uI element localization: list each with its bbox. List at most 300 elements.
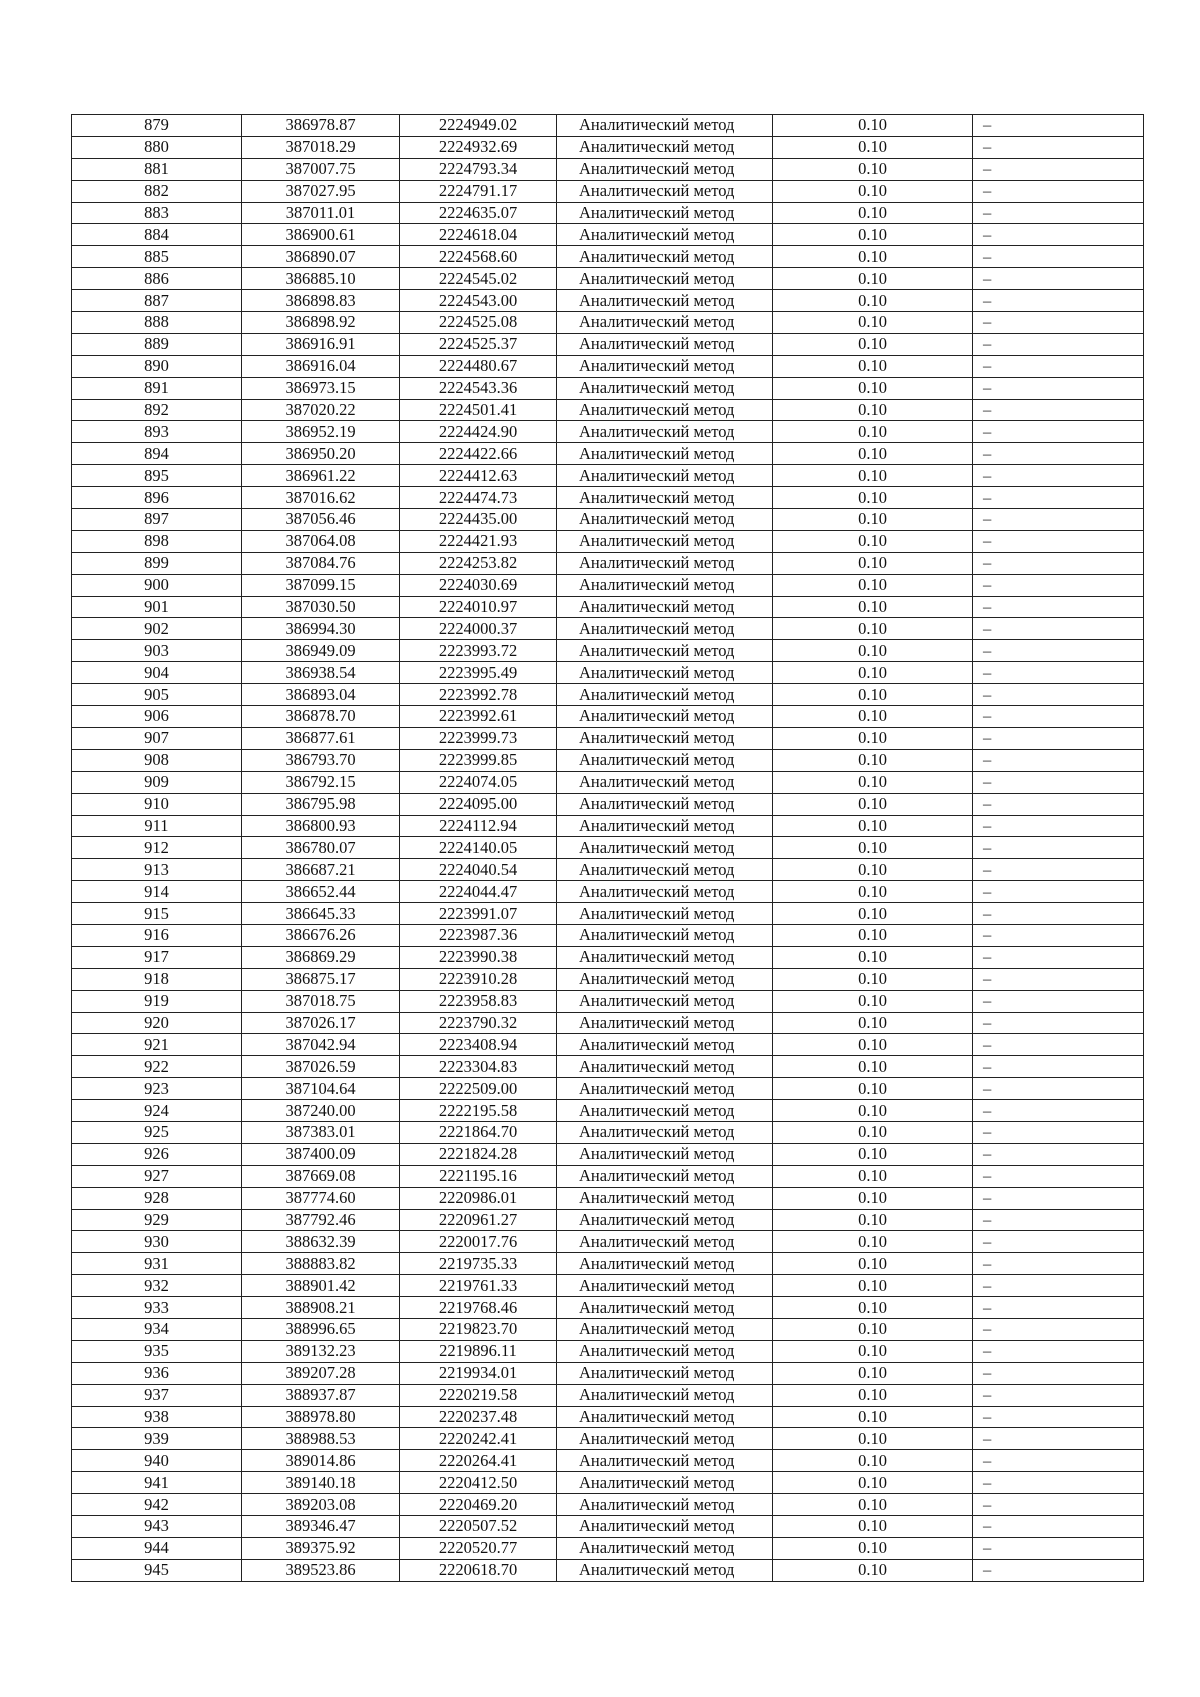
accuracy-cell: 0.10 bbox=[773, 312, 973, 334]
y-coordinate-cell: 2224030.69 bbox=[400, 574, 557, 596]
y-coordinate-cell: 2224412.63 bbox=[400, 465, 557, 487]
y-coordinate-cell: 2223992.61 bbox=[400, 706, 557, 728]
table-row bbox=[72, 1472, 1144, 1494]
table-row bbox=[72, 246, 1144, 268]
x-coordinate-cell: 388908.21 bbox=[242, 1297, 400, 1319]
table-row bbox=[72, 443, 1144, 465]
accuracy-cell: 0.10 bbox=[773, 596, 973, 618]
method-cell: Аналитический метод bbox=[557, 727, 773, 749]
accuracy-cell: 0.10 bbox=[773, 1012, 973, 1034]
y-coordinate-cell: 2220017.76 bbox=[400, 1231, 557, 1253]
method-cell: Аналитический метод bbox=[557, 1143, 773, 1165]
x-coordinate-cell: 389140.18 bbox=[242, 1472, 400, 1494]
accuracy-cell: 0.10 bbox=[773, 1340, 973, 1362]
accuracy-cell: 0.10 bbox=[773, 793, 973, 815]
x-coordinate-cell: 388901.42 bbox=[242, 1275, 400, 1297]
accuracy-cell: 0.10 bbox=[773, 1537, 973, 1559]
point-number-cell: 943 bbox=[72, 1516, 242, 1538]
note-cell: – bbox=[973, 421, 1144, 443]
table-row bbox=[72, 946, 1144, 968]
point-number-cell: 914 bbox=[72, 881, 242, 903]
y-coordinate-cell: 2219934.01 bbox=[400, 1362, 557, 1384]
accuracy-cell: 0.10 bbox=[773, 136, 973, 158]
x-coordinate-cell: 386916.04 bbox=[242, 355, 400, 377]
method-cell: Аналитический метод bbox=[557, 1537, 773, 1559]
x-coordinate-cell: 387056.46 bbox=[242, 509, 400, 531]
table-row bbox=[72, 333, 1144, 355]
table-row bbox=[72, 1559, 1144, 1581]
x-coordinate-cell: 388883.82 bbox=[242, 1253, 400, 1275]
note-cell: – bbox=[973, 924, 1144, 946]
y-coordinate-cell: 2223999.85 bbox=[400, 749, 557, 771]
method-cell: Аналитический метод bbox=[557, 1078, 773, 1100]
method-cell: Аналитический метод bbox=[557, 1165, 773, 1187]
table-row bbox=[72, 618, 1144, 640]
table-row bbox=[72, 1362, 1144, 1384]
note-cell: – bbox=[973, 1362, 1144, 1384]
method-cell: Аналитический метод bbox=[557, 136, 773, 158]
note-cell: – bbox=[973, 1406, 1144, 1428]
point-number-cell: 938 bbox=[72, 1406, 242, 1428]
point-number-cell: 940 bbox=[72, 1450, 242, 1472]
note-cell: – bbox=[973, 837, 1144, 859]
note-cell: – bbox=[973, 180, 1144, 202]
note-cell: – bbox=[973, 1121, 1144, 1143]
method-cell: Аналитический метод bbox=[557, 268, 773, 290]
point-number-cell: 900 bbox=[72, 574, 242, 596]
coordinates-table-body bbox=[72, 115, 1144, 1582]
table-row bbox=[72, 596, 1144, 618]
y-coordinate-cell: 2223987.36 bbox=[400, 924, 557, 946]
x-coordinate-cell: 386898.92 bbox=[242, 312, 400, 334]
method-cell: Аналитический метод bbox=[557, 1253, 773, 1275]
point-number-cell: 886 bbox=[72, 268, 242, 290]
y-coordinate-cell: 2224932.69 bbox=[400, 136, 557, 158]
point-number-cell: 930 bbox=[72, 1231, 242, 1253]
method-cell: Аналитический метод bbox=[557, 180, 773, 202]
accuracy-cell: 0.10 bbox=[773, 224, 973, 246]
x-coordinate-cell: 387669.08 bbox=[242, 1165, 400, 1187]
accuracy-cell: 0.10 bbox=[773, 1450, 973, 1472]
x-coordinate-cell: 386652.44 bbox=[242, 881, 400, 903]
x-coordinate-cell: 389346.47 bbox=[242, 1516, 400, 1538]
point-number-cell: 913 bbox=[72, 859, 242, 881]
note-cell: – bbox=[973, 946, 1144, 968]
note-cell: – bbox=[973, 290, 1144, 312]
x-coordinate-cell: 387027.95 bbox=[242, 180, 400, 202]
x-coordinate-cell: 388996.65 bbox=[242, 1318, 400, 1340]
note-cell: – bbox=[973, 990, 1144, 1012]
accuracy-cell: 0.10 bbox=[773, 509, 973, 531]
note-cell: – bbox=[973, 596, 1144, 618]
accuracy-cell: 0.10 bbox=[773, 1297, 973, 1319]
point-number-cell: 888 bbox=[72, 312, 242, 334]
note-cell: – bbox=[973, 443, 1144, 465]
y-coordinate-cell: 2224543.00 bbox=[400, 290, 557, 312]
point-number-cell: 892 bbox=[72, 399, 242, 421]
point-number-cell: 907 bbox=[72, 727, 242, 749]
method-cell: Аналитический метод bbox=[557, 662, 773, 684]
note-cell: – bbox=[973, 377, 1144, 399]
table-row bbox=[72, 202, 1144, 224]
x-coordinate-cell: 387240.00 bbox=[242, 1100, 400, 1122]
table-row bbox=[72, 1537, 1144, 1559]
y-coordinate-cell: 2224525.08 bbox=[400, 312, 557, 334]
point-number-cell: 895 bbox=[72, 465, 242, 487]
note-cell: – bbox=[973, 136, 1144, 158]
point-number-cell: 935 bbox=[72, 1340, 242, 1362]
table-row bbox=[72, 1231, 1144, 1253]
table-row bbox=[72, 924, 1144, 946]
y-coordinate-cell: 2224422.66 bbox=[400, 443, 557, 465]
point-number-cell: 939 bbox=[72, 1428, 242, 1450]
point-number-cell: 925 bbox=[72, 1121, 242, 1143]
note-cell: – bbox=[973, 224, 1144, 246]
method-cell: Аналитический метод bbox=[557, 1318, 773, 1340]
accuracy-cell: 0.10 bbox=[773, 1516, 973, 1538]
method-cell: Аналитический метод bbox=[557, 290, 773, 312]
note-cell: – bbox=[973, 684, 1144, 706]
table-row bbox=[72, 1100, 1144, 1122]
x-coordinate-cell: 386950.20 bbox=[242, 443, 400, 465]
note-cell: – bbox=[973, 662, 1144, 684]
table-row bbox=[72, 706, 1144, 728]
point-number-cell: 896 bbox=[72, 487, 242, 509]
x-coordinate-cell: 386687.21 bbox=[242, 859, 400, 881]
point-number-cell: 915 bbox=[72, 903, 242, 925]
y-coordinate-cell: 2224791.17 bbox=[400, 180, 557, 202]
accuracy-cell: 0.10 bbox=[773, 202, 973, 224]
table-row bbox=[72, 1165, 1144, 1187]
note-cell: – bbox=[973, 1100, 1144, 1122]
method-cell: Аналитический метод bbox=[557, 1516, 773, 1538]
method-cell: Аналитический метод bbox=[557, 859, 773, 881]
accuracy-cell: 0.10 bbox=[773, 1187, 973, 1209]
note-cell: – bbox=[973, 1516, 1144, 1538]
point-number-cell: 916 bbox=[72, 924, 242, 946]
y-coordinate-cell: 2220618.70 bbox=[400, 1559, 557, 1581]
x-coordinate-cell: 387026.59 bbox=[242, 1056, 400, 1078]
y-coordinate-cell: 2224140.05 bbox=[400, 837, 557, 859]
note-cell: – bbox=[973, 487, 1144, 509]
y-coordinate-cell: 2224074.05 bbox=[400, 771, 557, 793]
point-number-cell: 941 bbox=[72, 1472, 242, 1494]
method-cell: Аналитический метод bbox=[557, 399, 773, 421]
table-row bbox=[72, 903, 1144, 925]
method-cell: Аналитический метод bbox=[557, 574, 773, 596]
y-coordinate-cell: 2224474.73 bbox=[400, 487, 557, 509]
x-coordinate-cell: 386800.93 bbox=[242, 815, 400, 837]
method-cell: Аналитический метод bbox=[557, 1056, 773, 1078]
accuracy-cell: 0.10 bbox=[773, 465, 973, 487]
method-cell: Аналитический метод bbox=[557, 990, 773, 1012]
method-cell: Аналитический метод bbox=[557, 377, 773, 399]
table-row bbox=[72, 881, 1144, 903]
point-number-cell: 937 bbox=[72, 1384, 242, 1406]
note-cell: – bbox=[973, 1428, 1144, 1450]
method-cell: Аналитический метод bbox=[557, 1428, 773, 1450]
note-cell: – bbox=[973, 1472, 1144, 1494]
table-row bbox=[72, 1143, 1144, 1165]
method-cell: Аналитический метод bbox=[557, 202, 773, 224]
method-cell: Аналитический метод bbox=[557, 509, 773, 531]
x-coordinate-cell: 388937.87 bbox=[242, 1384, 400, 1406]
note-cell: – bbox=[973, 1253, 1144, 1275]
table-row bbox=[72, 224, 1144, 246]
note-cell: – bbox=[973, 1297, 1144, 1319]
y-coordinate-cell: 2224543.36 bbox=[400, 377, 557, 399]
y-coordinate-cell: 2224793.34 bbox=[400, 158, 557, 180]
point-number-cell: 904 bbox=[72, 662, 242, 684]
accuracy-cell: 0.10 bbox=[773, 1078, 973, 1100]
y-coordinate-cell: 2219896.11 bbox=[400, 1340, 557, 1362]
note-cell: – bbox=[973, 333, 1144, 355]
accuracy-cell: 0.10 bbox=[773, 727, 973, 749]
note-cell: – bbox=[973, 1143, 1144, 1165]
x-coordinate-cell: 386978.87 bbox=[242, 115, 400, 137]
point-number-cell: 923 bbox=[72, 1078, 242, 1100]
method-cell: Аналитический метод bbox=[557, 684, 773, 706]
note-cell: – bbox=[973, 706, 1144, 728]
y-coordinate-cell: 2223790.32 bbox=[400, 1012, 557, 1034]
accuracy-cell: 0.10 bbox=[773, 946, 973, 968]
point-number-cell: 890 bbox=[72, 355, 242, 377]
y-coordinate-cell: 2224501.41 bbox=[400, 399, 557, 421]
x-coordinate-cell: 386645.33 bbox=[242, 903, 400, 925]
x-coordinate-cell: 389207.28 bbox=[242, 1362, 400, 1384]
note-cell: – bbox=[973, 1494, 1144, 1516]
method-cell: Аналитический метод bbox=[557, 793, 773, 815]
note-cell: – bbox=[973, 246, 1144, 268]
accuracy-cell: 0.10 bbox=[773, 1165, 973, 1187]
x-coordinate-cell: 386938.54 bbox=[242, 662, 400, 684]
accuracy-cell: 0.10 bbox=[773, 706, 973, 728]
note-cell: – bbox=[973, 903, 1144, 925]
table-row bbox=[72, 552, 1144, 574]
accuracy-cell: 0.10 bbox=[773, 399, 973, 421]
method-cell: Аналитический метод bbox=[557, 487, 773, 509]
table-row bbox=[72, 815, 1144, 837]
note-cell: – bbox=[973, 399, 1144, 421]
point-number-cell: 928 bbox=[72, 1187, 242, 1209]
point-number-cell: 906 bbox=[72, 706, 242, 728]
note-cell: – bbox=[973, 1559, 1144, 1581]
x-coordinate-cell: 387030.50 bbox=[242, 596, 400, 618]
table-row bbox=[72, 268, 1144, 290]
x-coordinate-cell: 387042.94 bbox=[242, 1034, 400, 1056]
accuracy-cell: 0.10 bbox=[773, 1384, 973, 1406]
x-coordinate-cell: 389375.92 bbox=[242, 1537, 400, 1559]
note-cell: – bbox=[973, 1012, 1144, 1034]
y-coordinate-cell: 2224253.82 bbox=[400, 552, 557, 574]
method-cell: Аналитический метод bbox=[557, 640, 773, 662]
method-cell: Аналитический метод bbox=[557, 443, 773, 465]
y-coordinate-cell: 2224010.97 bbox=[400, 596, 557, 618]
method-cell: Аналитический метод bbox=[557, 1012, 773, 1034]
note-cell: – bbox=[973, 1318, 1144, 1340]
note-cell: – bbox=[973, 355, 1144, 377]
note-cell: – bbox=[973, 618, 1144, 640]
method-cell: Аналитический метод bbox=[557, 1494, 773, 1516]
table-row bbox=[72, 312, 1144, 334]
accuracy-cell: 0.10 bbox=[773, 618, 973, 640]
method-cell: Аналитический метод bbox=[557, 815, 773, 837]
y-coordinate-cell: 2224618.04 bbox=[400, 224, 557, 246]
y-coordinate-cell: 2224000.37 bbox=[400, 618, 557, 640]
note-cell: – bbox=[973, 1078, 1144, 1100]
accuracy-cell: 0.10 bbox=[773, 1034, 973, 1056]
x-coordinate-cell: 386952.19 bbox=[242, 421, 400, 443]
table-row bbox=[72, 1516, 1144, 1538]
note-cell: – bbox=[973, 640, 1144, 662]
note-cell: – bbox=[973, 530, 1144, 552]
method-cell: Аналитический метод bbox=[557, 1100, 773, 1122]
point-number-cell: 945 bbox=[72, 1559, 242, 1581]
method-cell: Аналитический метод bbox=[557, 1559, 773, 1581]
accuracy-cell: 0.10 bbox=[773, 180, 973, 202]
x-coordinate-cell: 386898.83 bbox=[242, 290, 400, 312]
point-number-cell: 936 bbox=[72, 1362, 242, 1384]
accuracy-cell: 0.10 bbox=[773, 1121, 973, 1143]
point-number-cell: 929 bbox=[72, 1209, 242, 1231]
coordinates-table bbox=[71, 114, 1144, 1582]
x-coordinate-cell: 386949.09 bbox=[242, 640, 400, 662]
table-row bbox=[72, 1034, 1144, 1056]
table-row bbox=[72, 509, 1144, 531]
table-row bbox=[72, 1275, 1144, 1297]
point-number-cell: 881 bbox=[72, 158, 242, 180]
table-row bbox=[72, 771, 1144, 793]
method-cell: Аналитический метод bbox=[557, 312, 773, 334]
x-coordinate-cell: 387018.75 bbox=[242, 990, 400, 1012]
accuracy-cell: 0.10 bbox=[773, 530, 973, 552]
point-number-cell: 921 bbox=[72, 1034, 242, 1056]
method-cell: Аналитический метод bbox=[557, 706, 773, 728]
table-row bbox=[72, 1187, 1144, 1209]
table-row bbox=[72, 793, 1144, 815]
x-coordinate-cell: 389132.23 bbox=[242, 1340, 400, 1362]
y-coordinate-cell: 2220242.41 bbox=[400, 1428, 557, 1450]
table-row bbox=[72, 684, 1144, 706]
accuracy-cell: 0.10 bbox=[773, 333, 973, 355]
y-coordinate-cell: 2224635.07 bbox=[400, 202, 557, 224]
method-cell: Аналитический метод bbox=[557, 903, 773, 925]
note-cell: – bbox=[973, 1537, 1144, 1559]
table-row bbox=[72, 530, 1144, 552]
point-number-cell: 909 bbox=[72, 771, 242, 793]
table-row bbox=[72, 837, 1144, 859]
method-cell: Аналитический метод bbox=[557, 924, 773, 946]
y-coordinate-cell: 2223408.94 bbox=[400, 1034, 557, 1056]
note-cell: – bbox=[973, 1340, 1144, 1362]
table-row bbox=[72, 355, 1144, 377]
note-cell: – bbox=[973, 968, 1144, 990]
point-number-cell: 924 bbox=[72, 1100, 242, 1122]
y-coordinate-cell: 2224040.54 bbox=[400, 859, 557, 881]
note-cell: – bbox=[973, 881, 1144, 903]
y-coordinate-cell: 2224525.37 bbox=[400, 333, 557, 355]
method-cell: Аналитический метод bbox=[557, 1297, 773, 1319]
table-row bbox=[72, 1078, 1144, 1100]
x-coordinate-cell: 386893.04 bbox=[242, 684, 400, 706]
note-cell: – bbox=[973, 509, 1144, 531]
method-cell: Аналитический метод bbox=[557, 1406, 773, 1428]
accuracy-cell: 0.10 bbox=[773, 158, 973, 180]
y-coordinate-cell: 2220264.41 bbox=[400, 1450, 557, 1472]
accuracy-cell: 0.10 bbox=[773, 662, 973, 684]
y-coordinate-cell: 2223992.78 bbox=[400, 684, 557, 706]
method-cell: Аналитический метод bbox=[557, 465, 773, 487]
point-number-cell: 919 bbox=[72, 990, 242, 1012]
x-coordinate-cell: 386890.07 bbox=[242, 246, 400, 268]
accuracy-cell: 0.10 bbox=[773, 246, 973, 268]
y-coordinate-cell: 2220520.77 bbox=[400, 1537, 557, 1559]
y-coordinate-cell: 2219768.46 bbox=[400, 1297, 557, 1319]
point-number-cell: 918 bbox=[72, 968, 242, 990]
y-coordinate-cell: 2224480.67 bbox=[400, 355, 557, 377]
method-cell: Аналитический метод bbox=[557, 946, 773, 968]
y-coordinate-cell: 2223990.38 bbox=[400, 946, 557, 968]
accuracy-cell: 0.10 bbox=[773, 290, 973, 312]
accuracy-cell: 0.10 bbox=[773, 552, 973, 574]
table-row bbox=[72, 1384, 1144, 1406]
x-coordinate-cell: 386875.17 bbox=[242, 968, 400, 990]
x-coordinate-cell: 389523.86 bbox=[242, 1559, 400, 1581]
table-row bbox=[72, 421, 1144, 443]
y-coordinate-cell: 2220219.58 bbox=[400, 1384, 557, 1406]
x-coordinate-cell: 387383.01 bbox=[242, 1121, 400, 1143]
method-cell: Аналитический метод bbox=[557, 333, 773, 355]
table-row bbox=[72, 859, 1144, 881]
table-row bbox=[72, 290, 1144, 312]
x-coordinate-cell: 386900.61 bbox=[242, 224, 400, 246]
note-cell: – bbox=[973, 793, 1144, 815]
point-number-cell: 933 bbox=[72, 1297, 242, 1319]
accuracy-cell: 0.10 bbox=[773, 684, 973, 706]
table-row bbox=[72, 180, 1144, 202]
point-number-cell: 917 bbox=[72, 946, 242, 968]
method-cell: Аналитический метод bbox=[557, 837, 773, 859]
x-coordinate-cell: 387007.75 bbox=[242, 158, 400, 180]
method-cell: Аналитический метод bbox=[557, 355, 773, 377]
accuracy-cell: 0.10 bbox=[773, 1231, 973, 1253]
method-cell: Аналитический метод bbox=[557, 968, 773, 990]
table-row bbox=[72, 662, 1144, 684]
accuracy-cell: 0.10 bbox=[773, 268, 973, 290]
point-number-cell: 879 bbox=[72, 115, 242, 137]
y-coordinate-cell: 2223999.73 bbox=[400, 727, 557, 749]
note-cell: – bbox=[973, 202, 1144, 224]
y-coordinate-cell: 2220469.20 bbox=[400, 1494, 557, 1516]
y-coordinate-cell: 2223991.07 bbox=[400, 903, 557, 925]
accuracy-cell: 0.10 bbox=[773, 990, 973, 1012]
y-coordinate-cell: 2220237.48 bbox=[400, 1406, 557, 1428]
note-cell: – bbox=[973, 312, 1144, 334]
method-cell: Аналитический метод bbox=[557, 421, 773, 443]
table-row bbox=[72, 1406, 1144, 1428]
accuracy-cell: 0.10 bbox=[773, 1494, 973, 1516]
point-number-cell: 880 bbox=[72, 136, 242, 158]
point-number-cell: 883 bbox=[72, 202, 242, 224]
point-number-cell: 932 bbox=[72, 1275, 242, 1297]
x-coordinate-cell: 387084.76 bbox=[242, 552, 400, 574]
y-coordinate-cell: 2224424.90 bbox=[400, 421, 557, 443]
method-cell: Аналитический метод bbox=[557, 1275, 773, 1297]
x-coordinate-cell: 386792.15 bbox=[242, 771, 400, 793]
point-number-cell: 934 bbox=[72, 1318, 242, 1340]
point-number-cell: 905 bbox=[72, 684, 242, 706]
x-coordinate-cell: 388632.39 bbox=[242, 1231, 400, 1253]
